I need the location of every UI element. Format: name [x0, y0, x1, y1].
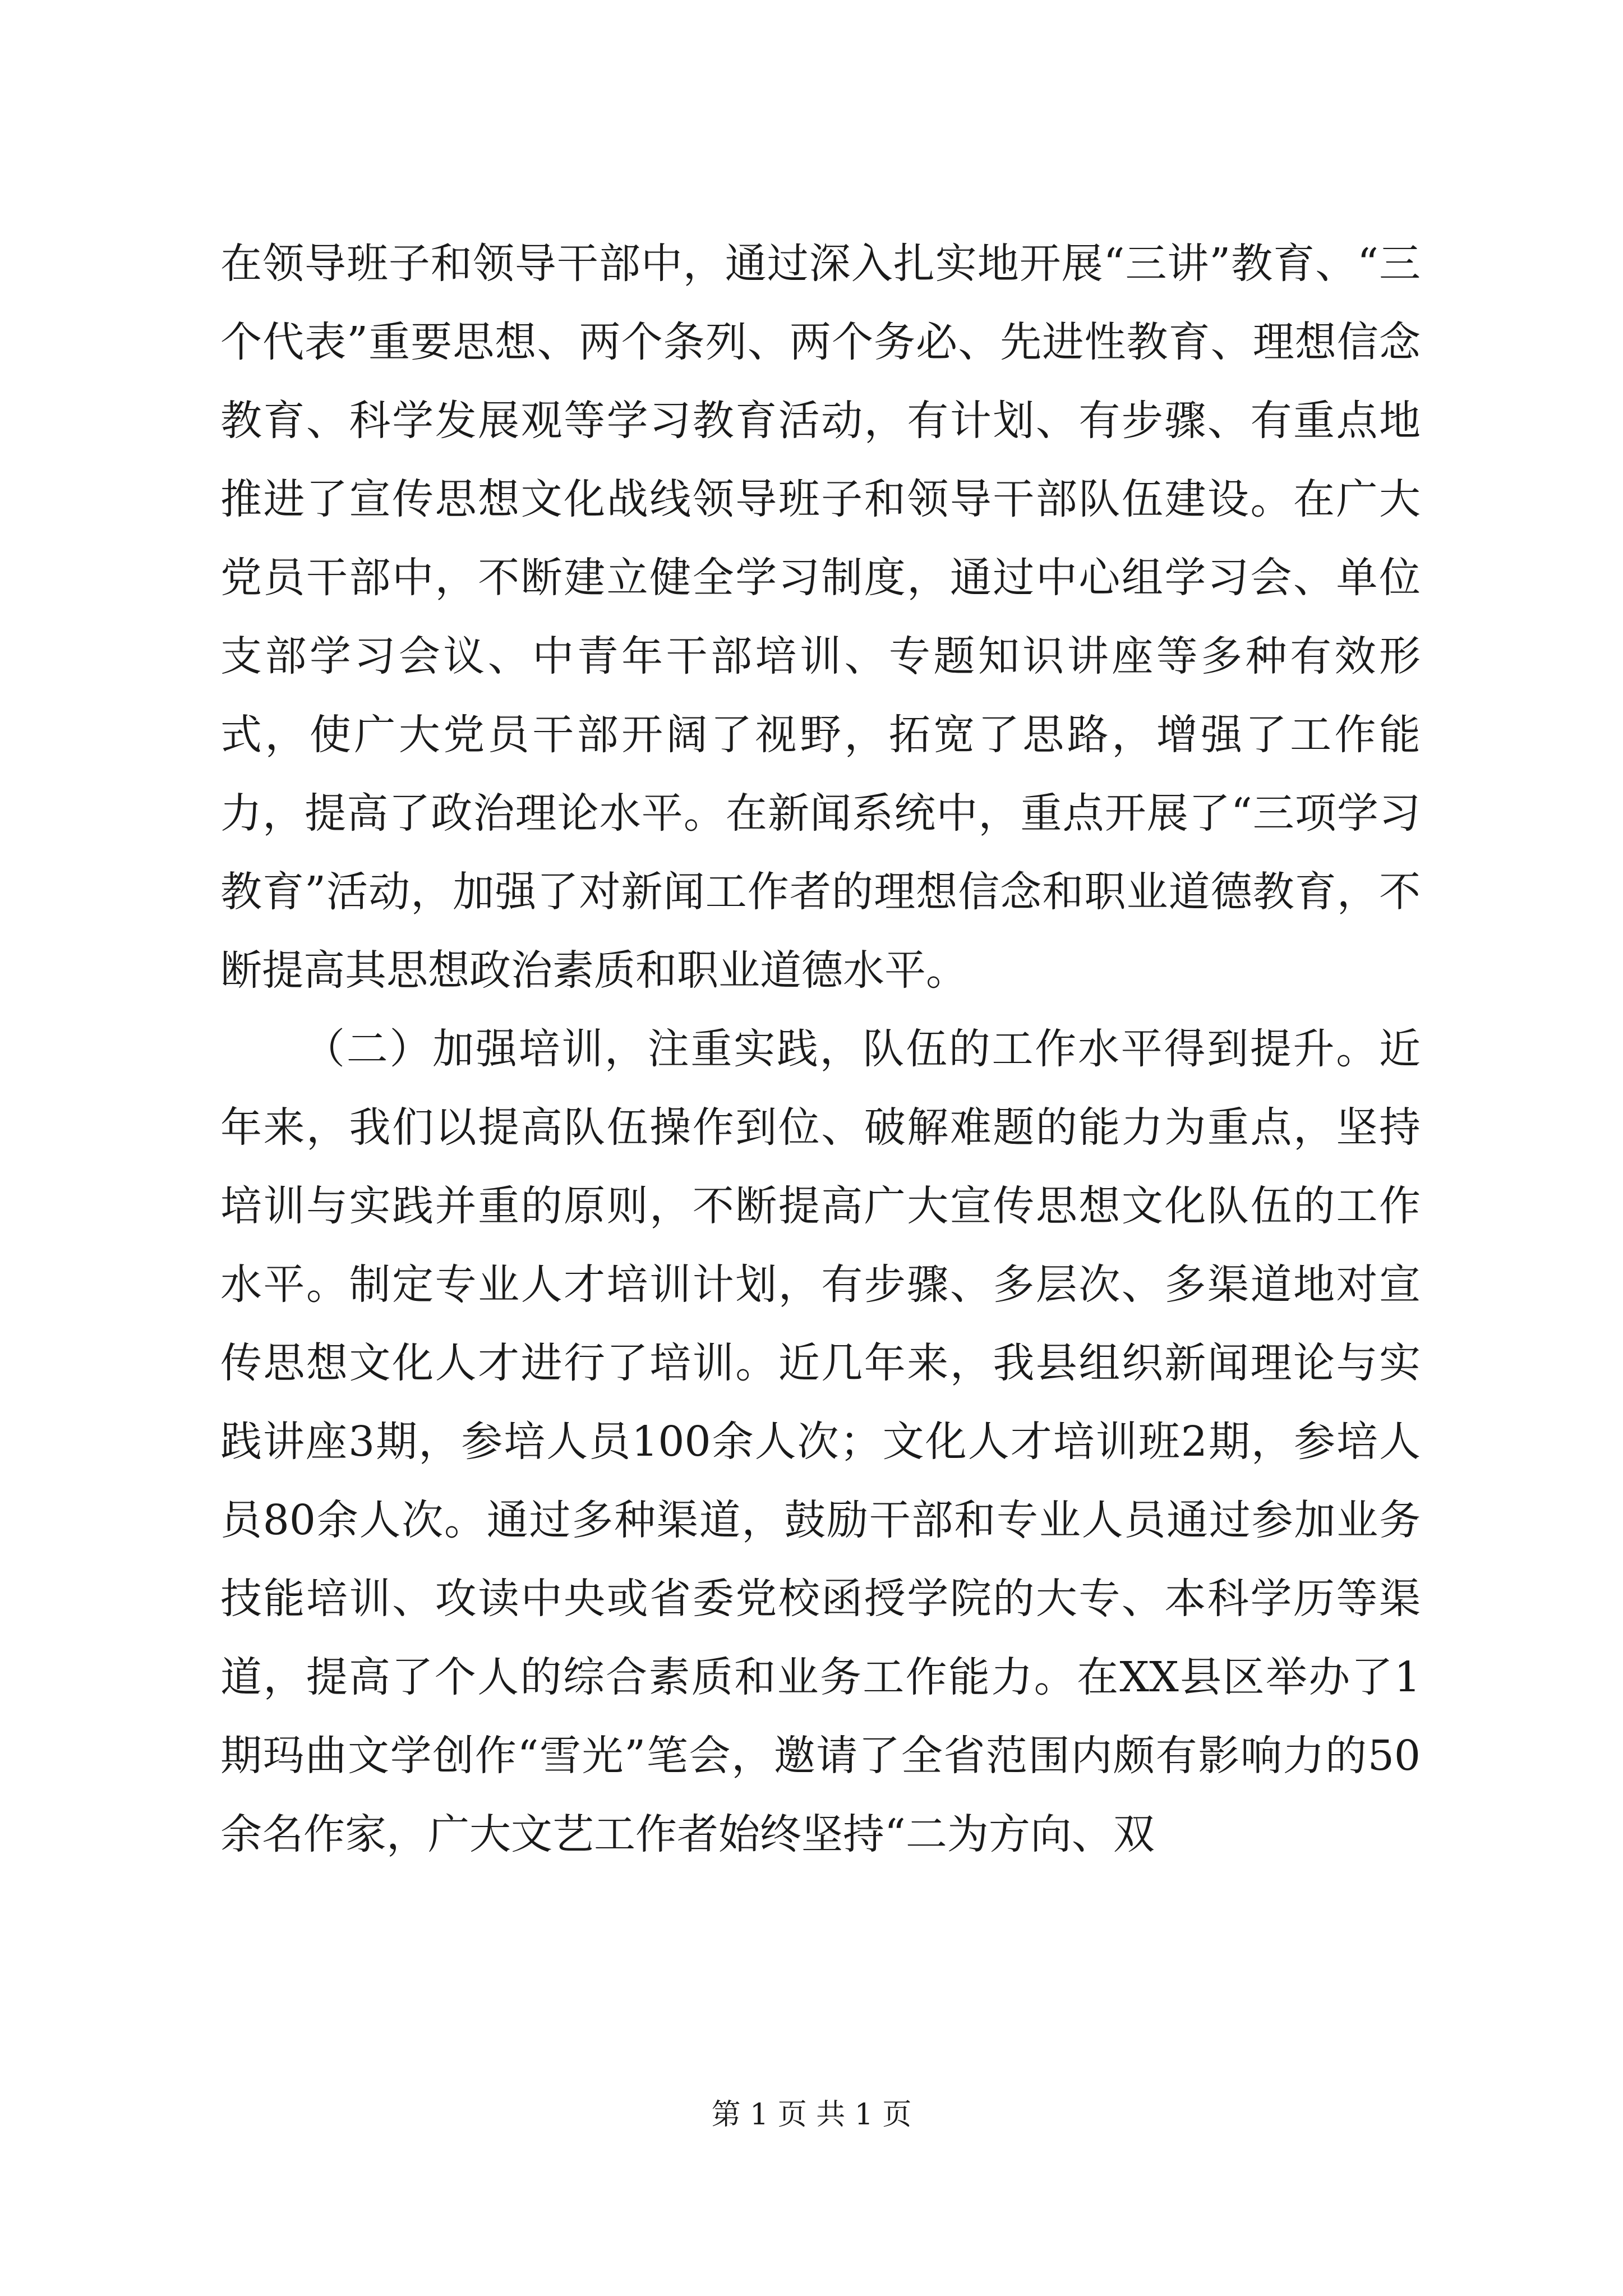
paragraph-training-practice: （二）加强培训，注重实践，队伍的工作水平得到提升。近年来，我们以提高队伍操作到位、破解难题的能力为重点，坚持培训与实践并重的原则，不断提高广大宣传思想文化队伍的工作水平。制定专业人才培训计划，有步骤、多层次、多渠道地对宣传思想文化人才进行了培训。近几年来，我县组织新闻理论与实践讲座3期，参培人员100余人次；文化人才培训班2期，参培人员80余人次。通过多种渠道，鼓励干部和专业人员通过参加业务技能培训、攻读中央或省委党校函授学院的大专、本科学历等渠道，提高了个人的综合素质和业务工作能力。在XX县区举办了1期玛曲文学创作“雪光”笔会，邀请了全省范围内颇有影响力的50余名作家，广大文艺工作者始终坚持“二为方向、双: [220, 1025, 1421, 1858]
page-footer: 第 1 页 共 1 页: [711, 2098, 912, 2132]
body-text: [220, 224, 1421, 1874]
paragraph-study-education: 在领导班子和领导干部中，通过深入扎实地开展“三讲”教育、“三个代表”重要思想、两个条列、两个务必、先进性教育、理想信念教育、科学发展观等学习教育活动，有计划、有步骤、有重点地推进了宣传思想文化战线领导班子和领导干部队伍建设。在广大党员干部中，不断建立健全学习制度，通过中心组学习会、单位支部学习会议、中青年干部培训、专题知识讲座等多种有效形式，使广大党员干部开阔了视野，拓宽了思路，增强了工作能力，提高了政治理论水平。在新闻系统中，重点开展了“三项学习教育”活动，加强了对新闻工作者的理想信念和职业道德教育，不断提高其思想政治素质和职业道德水平。: [220, 240, 1421, 995]
